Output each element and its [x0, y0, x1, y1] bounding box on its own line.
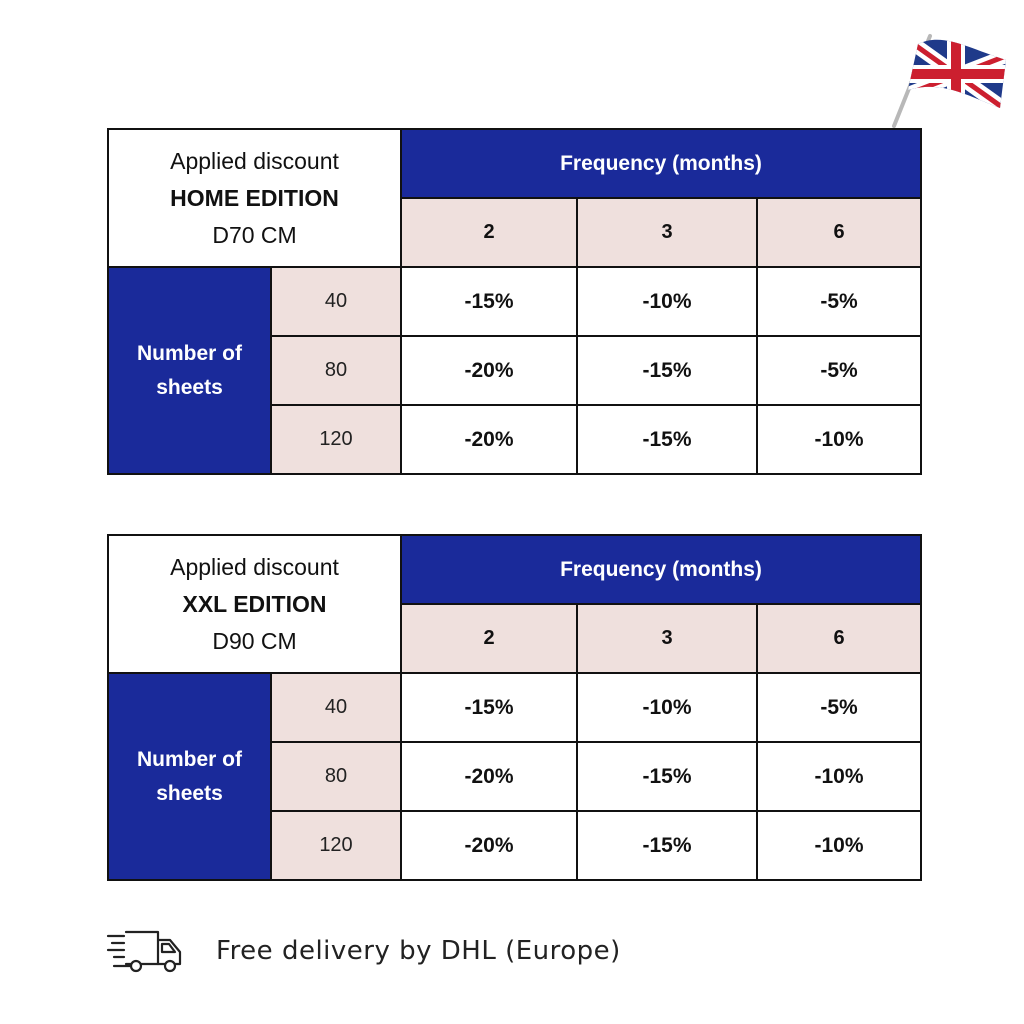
discount-cell: -10%	[757, 742, 921, 811]
sheet-count: 120	[271, 405, 401, 474]
frequency-value: 3	[577, 604, 757, 673]
discount-cell: -10%	[757, 405, 921, 474]
discount-table-xxl	[107, 534, 922, 881]
table-corner	[108, 535, 401, 673]
edition-name: HOME EDITION	[170, 184, 339, 211]
delivery-truck-icon	[106, 928, 184, 974]
discount-cell: -15%	[577, 405, 757, 474]
discount-table-home	[107, 128, 922, 475]
edition-size: D90 CM	[212, 627, 297, 654]
discount-cell: -10%	[577, 267, 757, 336]
discount-cell: -15%	[401, 673, 577, 742]
discount-cell: -15%	[577, 811, 757, 880]
table-corner	[108, 129, 401, 267]
frequency-value: 2	[401, 604, 577, 673]
uk-flag-icon	[888, 30, 1014, 130]
discount-cell: -5%	[757, 673, 921, 742]
discount-cell: -15%	[401, 267, 577, 336]
frequency-value: 6	[757, 198, 921, 267]
frequency-value: 6	[757, 604, 921, 673]
discount-cell: -10%	[577, 673, 757, 742]
rows-label-line1: Number of	[137, 341, 242, 365]
discount-cell: -15%	[577, 336, 757, 405]
corner-line1: Applied discount	[170, 553, 339, 580]
edition-size: D70 CM	[212, 221, 297, 248]
sheet-count: 80	[271, 742, 401, 811]
rows-label-line2: sheets	[156, 375, 223, 399]
rows-label	[108, 267, 271, 474]
sheet-count: 80	[271, 336, 401, 405]
discount-cell: -20%	[401, 811, 577, 880]
rows-label	[108, 673, 271, 880]
discount-cell: -5%	[757, 336, 921, 405]
discount-cell: -15%	[577, 742, 757, 811]
sheet-count: 120	[271, 811, 401, 880]
corner-line1: Applied discount	[170, 147, 339, 174]
delivery-text: Free delivery by DHL (Europe)	[216, 936, 621, 966]
rows-label-line1: Number of	[137, 747, 242, 771]
discount-cell: -5%	[757, 267, 921, 336]
delivery-note	[106, 926, 621, 976]
frequency-header: Frequency (months)	[401, 129, 921, 198]
discount-cell: -20%	[401, 336, 577, 405]
discount-cell: -20%	[401, 405, 577, 474]
frequency-header: Frequency (months)	[401, 535, 921, 604]
frequency-value: 2	[401, 198, 577, 267]
sheet-count: 40	[271, 267, 401, 336]
discount-cell: -20%	[401, 742, 577, 811]
rows-label-line2: sheets	[156, 781, 223, 805]
sheet-count: 40	[271, 673, 401, 742]
edition-name: XXL EDITION	[182, 590, 327, 617]
discount-cell: -10%	[757, 811, 921, 880]
frequency-value: 3	[577, 198, 757, 267]
